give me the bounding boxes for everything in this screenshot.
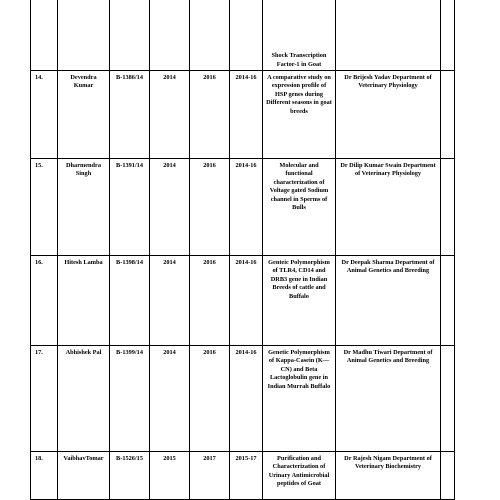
table-row-continued: [31, 0, 455, 71]
name-cell: [58, 0, 110, 71]
session-cell: 2014-16: [230, 159, 263, 256]
sno-cell: 15.: [31, 159, 58, 256]
sno-cell: [31, 0, 58, 71]
extra-cell: [441, 256, 455, 346]
name-cell: Hitesh Lamba: [58, 256, 110, 346]
guide-cell: Dr Brijesh Yadav Department of Veterinary Physiology: [336, 71, 441, 159]
completion-year-cell: [190, 0, 230, 71]
sno-cell: 18.: [31, 452, 58, 500]
extra-cell: [441, 452, 455, 500]
name-cell: Abhishek Pal: [58, 346, 110, 452]
name-cell: VaibhavTomar: [58, 452, 110, 500]
guide-cell: Dr Madhu Tiwari Department of Animal Genetics and Breeding: [336, 346, 441, 452]
table-row: [31, 452, 455, 500]
admission-year-cell: 2014: [150, 71, 190, 159]
extra-cell: [441, 159, 455, 256]
title-cell: Purification and Characterization of Urinary Antimicrobial peptides of Goat: [263, 452, 336, 500]
extra-cell: [441, 71, 455, 159]
admission-year-cell: [150, 0, 190, 71]
title-cell: A comparative study on expression profile of HSP genes during Different seasons in goat breeds: [263, 71, 336, 159]
table-row: [31, 71, 455, 159]
session-cell: [230, 0, 263, 71]
completion-year-cell: 2016: [190, 71, 230, 159]
guide-cell: Dr Rajesh Nigam Department of Veterinary Biochemistry: [336, 452, 441, 500]
admission-year-cell: 2014: [150, 256, 190, 346]
admission-year-cell: 2015: [150, 452, 190, 500]
extra-cell: [441, 0, 455, 71]
completion-year-cell: 2016: [190, 256, 230, 346]
admission-year-cell: 2014: [150, 346, 190, 452]
reg-no-cell: B-1391/14: [110, 159, 150, 256]
sno-cell: 17.: [31, 346, 58, 452]
session-cell: 2015-17: [230, 452, 263, 500]
session-cell: 2014-16: [230, 71, 263, 159]
reg-no-cell: B-1526/15: [110, 452, 150, 500]
table-row: [31, 346, 455, 452]
sno-cell: 14.: [31, 71, 58, 159]
title-cell: [263, 0, 336, 71]
table-row: [31, 159, 455, 256]
admission-year-cell: 2014: [150, 159, 190, 256]
name-cell: Dharmendra Singh: [58, 159, 110, 256]
session-cell: 2014-16: [230, 346, 263, 452]
completion-year-cell: 2017: [190, 452, 230, 500]
reg-no-cell: [110, 0, 150, 71]
extra-cell: [441, 346, 455, 452]
students-table: [30, 0, 455, 500]
reg-no-cell: B-1398/14: [110, 256, 150, 346]
table-row: [31, 256, 455, 346]
completion-year-cell: 2016: [190, 159, 230, 256]
title-cell: Genteic Polymorphism of TLR4, CD14 and DRB3 gene in Indian Breeds of cattle and Buffalo: [263, 256, 336, 346]
name-cell: Devendra Kumar: [58, 71, 110, 159]
sno-cell: 16.: [31, 256, 58, 346]
reg-no-cell: B-1399/14: [110, 346, 150, 452]
title-cell: Molecular and functional characterization of Voltage gated Sodium channel in Sperms of Bulls: [263, 159, 336, 256]
reg-no-cell: B-1386/14: [110, 71, 150, 159]
title-cell: Genetic Polymorphism of Kappa-Casein (K—CN) and Beta Lactoglobulin gene in Indian Murrah Buffalo: [263, 346, 336, 452]
guide-cell: Dr Dilip Kumar Swain Department of Veterinary Physiology: [336, 159, 441, 256]
title-fragment-line: Factor-1 in Goat: [276, 60, 322, 68]
completion-year-cell: 2016: [190, 346, 230, 452]
title-fragment-line: Shock Transcription: [271, 52, 327, 60]
session-cell: 2014-16: [230, 256, 263, 346]
guide-cell: Dr Deepak Sharma Department of Animal Genetics and Breeding: [336, 256, 441, 346]
guide-cell: [336, 0, 441, 71]
